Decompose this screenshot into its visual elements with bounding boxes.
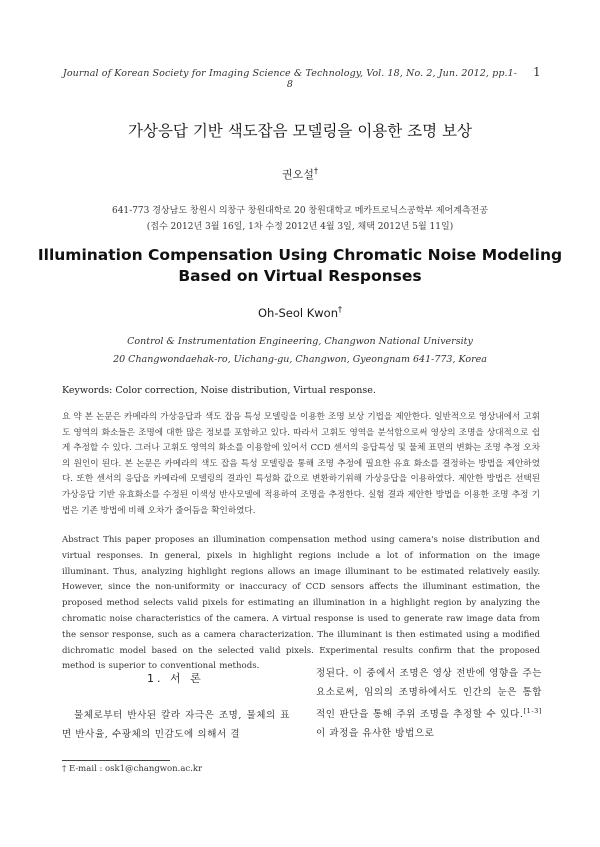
intro-right-column [316,664,542,743]
author-korean-name: 권오설 [282,168,314,181]
title-korean: 가상응답 기반 색도잡음 모델링을 이용한 조명 보상 [128,122,472,140]
intro-left-column: 물체로부터 반사된 칼라 자극은 조명, 물체의 표면 반사율, 수광체의 민감도에 의해서 결 [62,710,290,740]
author-korean [0,166,600,182]
affiliation-english [0,333,600,369]
affiliation-english-line1: Control & Instrumentation Engineering, Changwon National University [127,336,473,347]
footnote-divider [62,760,170,761]
citation-ref: [1-3] [523,707,542,715]
abstract-korean: 요 약 본 논문은 카메라의 가상응답과 색도 잡음 특성 모델링을 이용한 조명 보상 기법을 제안한다. 일반적으로 영상내에서 고휘도 영역의 화소들은 조명에 대한 많은 정보를 포함하고 있다. 따라서 고휘도 영역을 분석함으로써 영상의 조명을 상대적으로 쉽게 추정할 수 있다. 그러나 고휘도 영역의 화소를 이용함에 있어서 CCD 센서의 응답특성 및 물체 표면의 변화는 조명 추정 오차의 원인이 된다. 본 논문은 카메라의 색도 잡음 특성 모델링을 통해 조명 추정에 필요한 유효 화소를 결정하는 방법을 제안하였다. 또한 센서의 응답을 카메라에 모델링의 결과인 특성화 값으로 변환하기위해 가상응답을 이용하였다. 제안한 방법은 선택된 가상응답 기반 유효화소를 수정된 이색성 반사모델에 적용하여 조명을 추정한다. 실험 결과 제안한 방법을 이용한 조명 추정 기법은 기존 방법에 비해 오차가 줄어듬을 확인하였다. [62,412,540,516]
author-english-name: Oh-Seol Kwon [257,305,339,320]
page-number: 1 [533,65,541,79]
section-title-introduction: 1. 서 론 [147,672,204,685]
footnote-email: † E-mail : osk1@changwon.ac.kr [62,764,203,774]
author-korean-mark: † [313,166,318,176]
author-english [0,305,600,320]
affiliation-english-line2: 20 Changwondaehak-ro, Uichang-gu, Changwon, Gyeongnam 641-773, Korea [113,354,487,365]
affiliation-korean: 641-773 경상남도 창원시 의창구 창원대학로 20 창원대학교 메카트로닉스공학부 제어계측전공 [111,206,489,216]
submission-dates: (접수 2012년 3월 16일, 1차 수정 2012년 4월 3일, 채택 2012년 5월 11일) [146,222,454,232]
author-english-mark: † [338,305,343,314]
title-english [30,245,570,287]
intro-right-text-continued: 이 과정을 유사한 방법으로 [316,728,435,740]
keywords-label: Keywords: [62,385,113,396]
abstract-english: Abstract This paper proposes an illumination compensation method using camera's noise distribution and virtual responses. In general, pixels in highlight regions include a lot of information on the image illuminant. Thus, analyzing highlight regions allows an image illuminant to be estimated relatively easily. However, since the non-uniformity or inaccuracy of CCD sensors affects the illuminant estimation, the proposed method selects valid pixels for estimating an illumination in a highlight region by analyzing the chromatic noise characteristics of the camera. A virtual response is used to generate raw image data from the sensor response, such as a camera characterization. The illuminant is then estimated using a modified dichromatic model based on the selected valid pixels. Experimental results confirm that the proposed method is superior to conventional methods. [62,535,540,672]
title-english-line1: Illumination Compensation Using Chromatic Noise Modeling [37,246,563,264]
keywords [62,385,542,396]
intro-right-text: 정된다. 이 중에서 조명은 영상 전반에 영향을 주는 요소로써, 임의의 조명하에서도 인간의 눈은 통합적인 판단을 통해 주위 조명을 추정할 수 있다. [316,668,542,721]
title-english-line2: Based on Virtual Responses [178,267,422,285]
journal-header: Journal of Korean Society for Imaging Science & Technology, Vol. 18, No. 2, Jun. 2012, pp.1-8 [62,68,518,90]
keywords-text: Color correction, Noise distribution, Virtual response. [112,385,376,396]
